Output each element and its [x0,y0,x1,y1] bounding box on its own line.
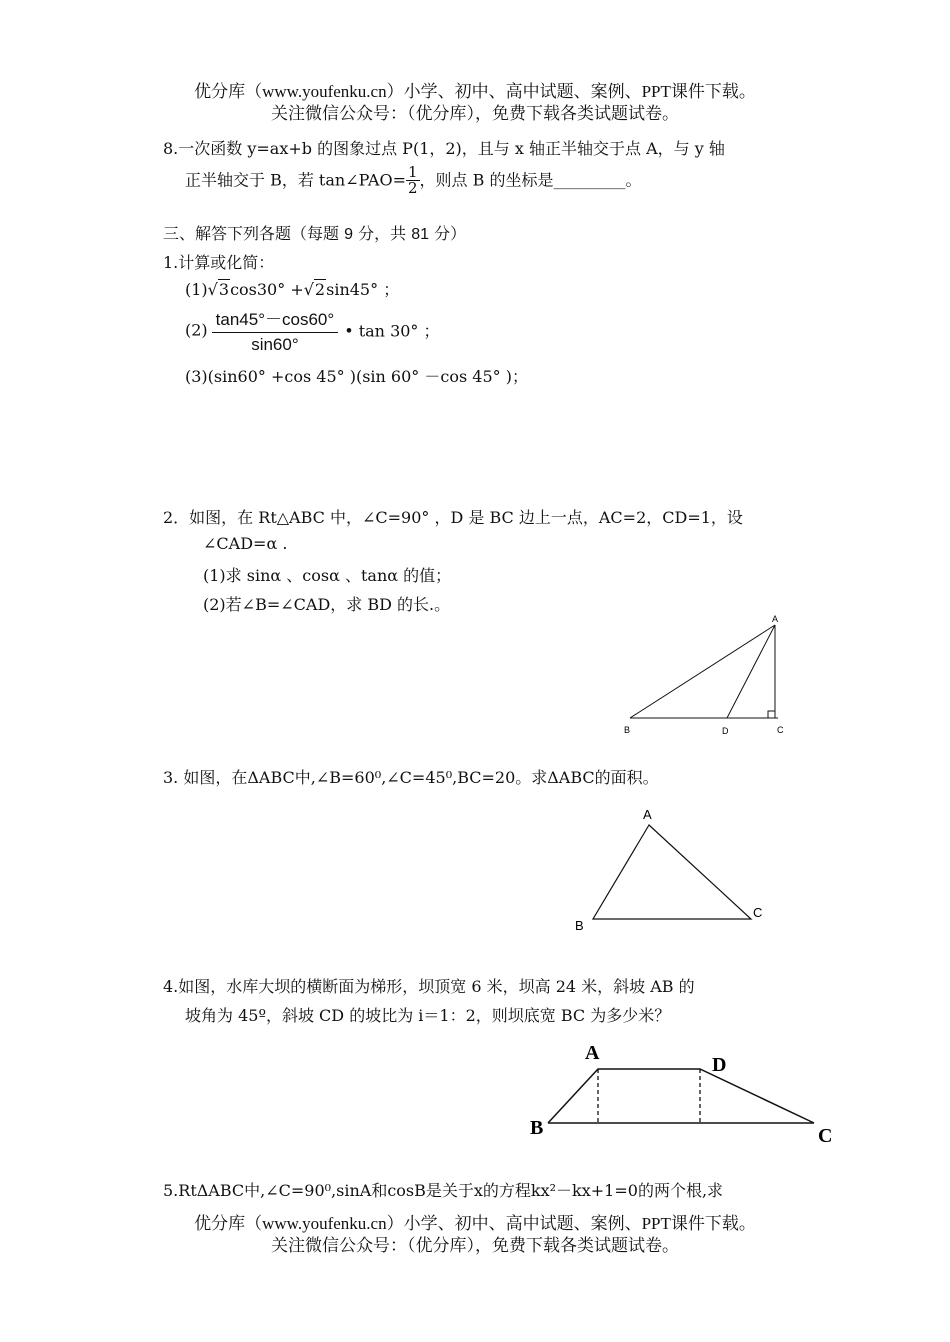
sqrt-2: √2 [303,280,326,299]
p2-line-1: 2．如图，在 Rt△ABC 中，∠C=90° ，D 是 BC 边上一点，AC=2，CD=1，设 [163,508,743,527]
p3-line-1: 3. 如图，在ΔABC中,∠B=60⁰,∠C=45⁰,BC=20。求ΔABC的面积。 [163,768,659,787]
p4-label-b: B [530,1117,544,1139]
p2-segment-ab [630,625,775,718]
p2-label-c: C [777,725,784,735]
p1-item-1-label: (1) [185,280,208,299]
p1-item-1 [185,277,399,300]
q8-fraction [406,165,420,196]
p2-figure [610,605,800,740]
p2-label-d: D [722,726,729,736]
section-3-title [163,221,466,244]
p1-item-3: (3)(sin60° +cos 45° )(sin 60° －cos 45° )； [185,367,528,386]
p3-figure [570,800,770,935]
p3-triangle [593,825,751,919]
p5-line-1: 5.RtΔABC中,∠C=90⁰,sinA和cosB是关于x的方程kx²－kx+1=0的两个根,求 [163,1181,724,1200]
header-line-1: 优分库（www.youfenku.cn）小学、初中、高中试题、案例、PPT课件下载。 [194,82,756,101]
q8-frac-den: 2 [408,179,418,197]
p1-item-2 [185,305,440,355]
p4-label-d: D [712,1054,727,1076]
p4-figure [525,1035,845,1150]
p1-title: 1.计算或化简： [163,253,275,272]
p2-right-angle-mark [768,711,775,718]
p2-segment-ad [727,625,775,718]
p2-line-3: (1)求 sinα 、cosα 、tanα 的值； [203,566,452,585]
p2-label-b: B [624,725,631,735]
p4-dam-outline [548,1069,814,1123]
p4-label-a: A [585,1042,600,1064]
p4-line-1: 4.如图，水库大坝的横断面为梯形，坝顶宽 6 米，坝高 24 米，斜坡 AB 的 [163,977,695,996]
p3-label-a: A [643,807,652,822]
section-3-title-c: 分） [428,224,467,243]
p1-item-1-text-b: cos30° + [230,280,304,299]
p2-line-4: (2)若∠B=∠CAD，求 BD 的长.。 [203,595,451,614]
q8-line-2-text-a: 正半轴交于 B，若 tan∠PAO= [185,170,406,190]
p2-label-a: A [772,614,779,624]
q8-line-2-text-b: ，则点 B 的坐标是_________。 [419,170,642,190]
p1-item-2-numerator: tan45°－cos60° [212,305,339,333]
footer-line-2: 关注微信公众号：（优分库），免费下载各类试题试卷。 [271,1236,679,1255]
section-3-title-b: 分，共 [353,224,412,243]
p4-label-c: C [818,1125,833,1147]
q8-frac-num: 1 [408,163,418,181]
p1-item-2-label: (2) [185,320,208,340]
p2-line-2: ∠CAD=α . [203,534,288,553]
p1-item-2-denominator: sin60° [251,335,299,354]
p1-item-2-fraction [212,305,339,355]
q8-line-2 [185,165,641,196]
section-3-title-a: 三、解答下列各题（每题 [163,224,345,243]
p4-line-2: 坡角为 45º，斜坡 CD 的坡比为 i＝1：2，则坝底宽 BC 为多少米？ [185,1006,671,1025]
section-3-points-total: 81 [411,226,429,243]
sqrt-2-radicand: 2 [314,280,326,299]
sqrt-3-radicand: 3 [218,280,230,299]
section-3-points-each: 9 [344,226,353,243]
p1-item-1-text-c: sin45° ； [326,280,400,299]
p1-item-2-text-b: • tan 30° ； [344,321,440,341]
p3-label-b: B [575,918,584,933]
p3-label-c: C [753,905,763,920]
sqrt-3: √3 [207,280,230,299]
q8-line-1: 8.一次函数 y=ax+b 的图象过点 P(1，2)，且与 x 轴正半轴交于点 A，与 y 轴 [163,139,725,158]
footer-line-1: 优分库（www.youfenku.cn）小学、初中、高中试题、案例、PPT课件下载。 [194,1214,756,1233]
header-line-2: 关注微信公众号：（优分库），免费下载各类试题试卷。 [271,104,679,123]
